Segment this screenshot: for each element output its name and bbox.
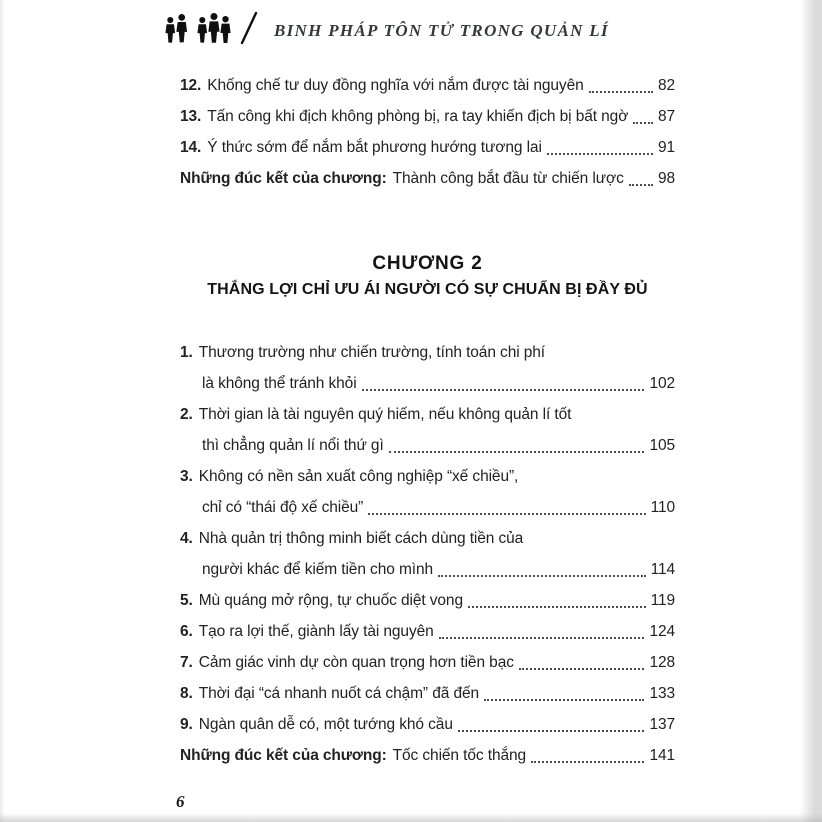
dot-leader (367, 492, 646, 523)
toc-entry-number: 5. (180, 592, 193, 609)
toc-entry-text: Tạo ra lợi thế, giành lấy tài nguyên (198, 623, 434, 640)
dot-leader (437, 554, 647, 585)
toc-entry-page: 105 (649, 437, 675, 454)
dot-leader (546, 132, 654, 163)
toc-entry (180, 132, 675, 163)
toc-entry-page: 82 (657, 77, 675, 94)
page-header (164, 12, 609, 44)
toc-line (180, 461, 675, 492)
toc-entry (180, 163, 675, 194)
toc-entry-page: 110 (650, 499, 675, 516)
toc-entry-text: Thời đại “cá nhanh nuốt cá chậm” đã đến (198, 685, 480, 702)
toc-entry-page: 119 (650, 592, 675, 609)
toc-entry-text: Thành công bắt đầu từ chiến lược (392, 170, 624, 187)
toc-entry-text: là không thể tránh khỏi (202, 375, 357, 392)
toc-line (180, 616, 675, 647)
toc-line (180, 101, 675, 132)
toc-entry-number: 8. (180, 685, 193, 702)
toc-entry-text: Ngàn quân dễ có, một tướng khó cầu (198, 716, 453, 733)
toc-entry (180, 585, 675, 616)
toc-entry (180, 461, 675, 523)
toc-line (180, 678, 675, 709)
toc-entry-text: Mù quáng mở rộng, tự chuốc diệt vong (198, 592, 463, 609)
toc-entry-page: 141 (649, 747, 675, 764)
toc-entry-page: 98 (657, 170, 675, 187)
toc-entry-page: 137 (649, 716, 675, 733)
toc-entry-text: Nhà quản trị thông minh biết cách dùng tiền của (198, 530, 524, 547)
dot-leader (518, 647, 646, 678)
toc-entry-number: 1. (180, 344, 193, 361)
page-edge-right (800, 0, 822, 822)
toc-entry-text: Tấn công khi địch không phòng bị, ra tay khiến địch bị bất ngờ (207, 108, 629, 125)
toc-entry-number: 3. (180, 468, 193, 485)
toc-line (180, 585, 675, 616)
people-figures-icon (164, 12, 264, 44)
toc-entry-number: 13. (180, 108, 202, 125)
toc-entry-text: Tốc chiến tốc thắng (392, 747, 527, 764)
chapter-subtitle: THẮNG LỢI CHỈ ƯU ÁI NGƯỜI CÓ SỰ CHUẨN BỊ ĐẦY ĐỦ (207, 281, 648, 298)
toc-entry-bold-label: Những đúc kết của chương: (180, 747, 387, 764)
toc-entry-number: 9. (180, 716, 193, 733)
toc-entry (180, 523, 675, 585)
toc-entry-text: Không có nền sản xuất công nghiệp “xế chiều”, (198, 468, 519, 485)
chapter1-end-entries (180, 70, 675, 194)
toc-line (180, 163, 675, 194)
toc-entry (180, 70, 675, 101)
toc-entry (180, 709, 675, 740)
toc-entry (180, 678, 675, 709)
toc-line (180, 647, 675, 678)
chapter2-heading-block (180, 250, 675, 303)
toc-line (180, 430, 675, 461)
toc-line (180, 554, 675, 585)
dot-leader (632, 101, 654, 132)
toc-entry-text: người khác để kiếm tiền cho mình (202, 561, 434, 578)
toc-entry-page: 91 (657, 139, 675, 156)
toc-entry-text: Thương trường như chiến trường, tính toán chi phí (198, 344, 546, 361)
toc-entry-number: 6. (180, 623, 193, 640)
toc-entry-page: 124 (649, 623, 675, 640)
toc-line (180, 492, 675, 523)
toc-entry-number: 14. (180, 139, 202, 156)
toc-entry-number: 12. (180, 77, 202, 94)
dot-leader (483, 678, 645, 709)
toc-entry-text: thì chẳng quản lí nổi thứ gì (202, 437, 384, 454)
toc-entry-number: 2. (180, 406, 193, 423)
page-edge-left (0, 0, 5, 822)
toc-entry-page: 87 (657, 108, 675, 125)
toc-entry-number: 4. (180, 530, 193, 547)
toc-entry-page: 133 (649, 685, 675, 702)
dot-leader (588, 70, 654, 101)
toc-entry (180, 616, 675, 647)
book-title: BINH PHÁP TÔN TỬ TRONG QUẢN LÍ (274, 21, 609, 40)
dot-leader (628, 163, 654, 194)
dot-leader (467, 585, 647, 616)
dot-leader (361, 368, 646, 399)
toc-entry-text: Thời gian là tài nguyên quý hiếm, nếu không quản lí tốt (198, 406, 572, 423)
toc-entry (180, 101, 675, 132)
toc-entry-text: Khống chế tư duy đồng nghĩa với nắm được tài nguyên (207, 77, 584, 94)
toc-line (180, 740, 675, 771)
toc-line (180, 709, 675, 740)
toc-line (180, 368, 675, 399)
toc-line (180, 523, 675, 554)
toc-entry (180, 399, 675, 461)
dot-leader (438, 616, 646, 647)
toc-line (180, 70, 675, 101)
toc-entry-text: Ý thức sớm để nắm bắt phương hướng tương lai (207, 139, 542, 156)
dot-leader (530, 740, 645, 771)
page-number: 6 (176, 792, 185, 811)
toc-entry (180, 647, 675, 678)
toc-entry-bold-label: Những đúc kết của chương: (180, 170, 387, 187)
toc-entry-text: Cảm giác vinh dự còn quan trọng hơn tiền bạc (198, 654, 514, 671)
toc-entry-number: 7. (180, 654, 193, 671)
toc-entry (180, 740, 675, 771)
toc-entry-page: 128 (649, 654, 675, 671)
chapter2-entries (180, 337, 675, 771)
toc-content (180, 70, 675, 771)
dot-leader (457, 709, 646, 740)
toc-line (180, 337, 675, 368)
toc-line (180, 399, 675, 430)
chapter-title: CHƯƠNG 2 (372, 253, 483, 274)
toc-entry-page: 102 (649, 375, 675, 392)
toc-line (180, 132, 675, 163)
toc-entry-text: chỉ có “thái độ xế chiều” (202, 499, 364, 516)
toc-entry-page: 114 (650, 561, 675, 578)
dot-leader (388, 430, 646, 461)
toc-entry (180, 337, 675, 399)
page-edge-bottom (0, 813, 822, 822)
